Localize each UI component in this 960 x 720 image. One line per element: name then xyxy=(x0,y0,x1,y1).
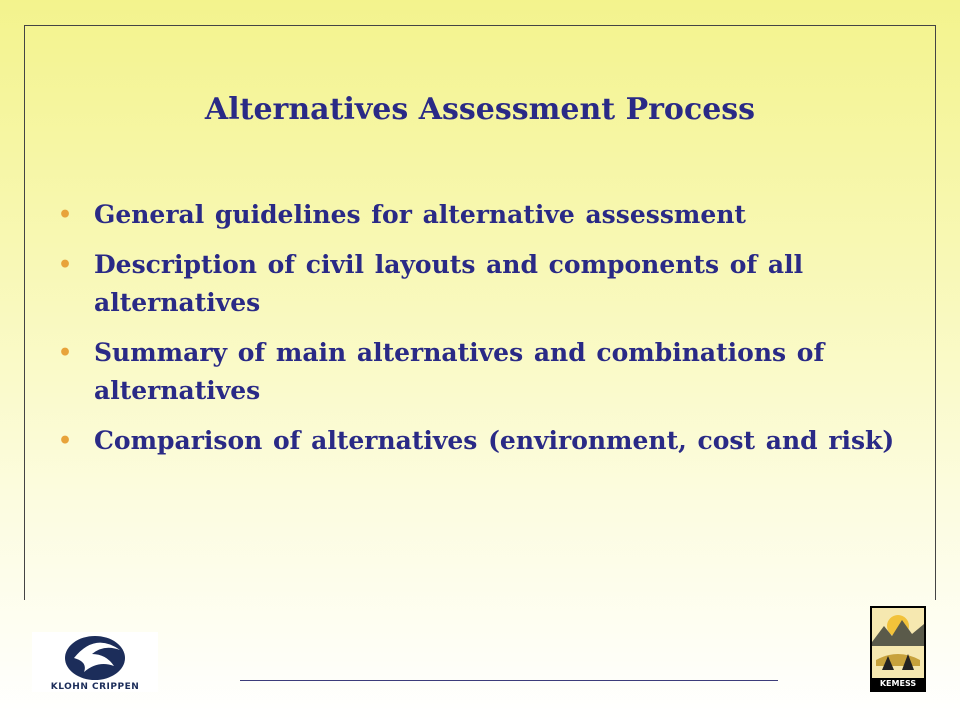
bullet-marker: • xyxy=(58,252,73,278)
bullet-marker: • xyxy=(58,340,73,366)
bullet-text: Description of civil layouts and components of all alternatives xyxy=(94,250,804,317)
kemess-emblem-icon xyxy=(872,608,924,678)
bullet-marker: • xyxy=(58,202,73,228)
kemess-logo xyxy=(870,606,926,692)
klohn-crippen-logo xyxy=(32,632,158,692)
bullet-text: Comparison of alternatives (environment, cost and risk) xyxy=(94,426,895,455)
bullet-marker: • xyxy=(58,428,73,454)
bullet-item xyxy=(58,422,908,460)
bullet-item xyxy=(58,334,908,410)
klohn-crippen-logo-text: KLOHN CRIPPEN xyxy=(50,682,140,692)
footer-divider xyxy=(240,680,778,681)
klohn-crippen-emblem-icon xyxy=(54,632,136,684)
bullet-list xyxy=(58,196,908,472)
slide-title: Alternatives Assessment Process xyxy=(204,92,756,127)
bullet-text: General guidelines for alternative assessment xyxy=(94,200,746,229)
kemess-logo-text: KEMESS xyxy=(872,678,924,690)
bullet-text: Summary of main alternatives and combinations of alternatives xyxy=(94,338,825,405)
bullet-item xyxy=(58,246,908,322)
bullet-item xyxy=(58,196,908,234)
